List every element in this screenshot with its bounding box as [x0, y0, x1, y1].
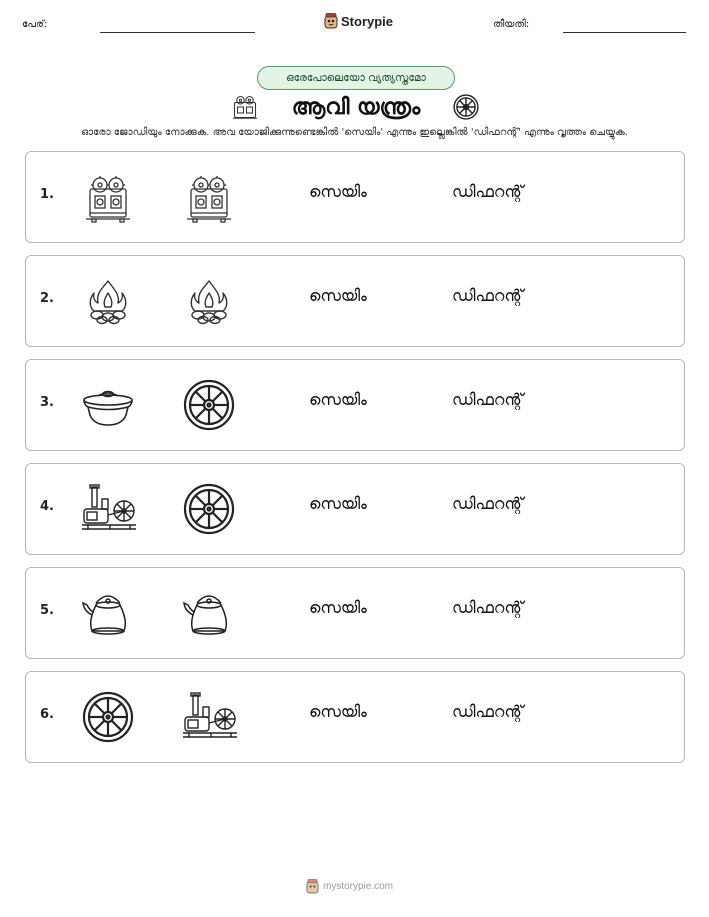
instructions: ഓരോ ജോഡിയും നോക്കുക. അവ യോജിക്കുന്നുണ്ടെങ്കിൽ 'സെയിം' എന്നും ഇല്ലെങ്കിൽ 'ഡിഫറന്റ്' എന്നും വൃത്തം ചെയ്യുക.: [81, 127, 628, 138]
locomotive-icon: [181, 689, 237, 745]
same-option[interactable]: സെയിം: [309, 182, 367, 201]
page-title: ആവി യന്ത്രം: [291, 94, 421, 120]
same-option[interactable]: സെയിം: [309, 598, 367, 617]
wheel-icon: [80, 689, 136, 745]
name-line[interactable]: [100, 32, 255, 33]
different-option[interactable]: ഡിഫറന്റ്: [452, 390, 524, 409]
wheel-icon: [452, 93, 480, 121]
different-option[interactable]: ഡിഫറന്റ്: [452, 702, 524, 721]
question-row: [25, 151, 685, 243]
brand-name: Storypie: [341, 13, 394, 29]
title-row: [230, 90, 480, 124]
question-number: 2.: [40, 291, 54, 306]
steam-engine-icon: [230, 92, 260, 122]
brand-logo: [324, 13, 393, 29]
storypie-mascot-icon: [324, 13, 338, 29]
different-option[interactable]: ഡിഫറന്റ്: [452, 494, 524, 513]
question-number: 1.: [40, 187, 54, 202]
wheel-icon: [181, 377, 237, 433]
wheel-icon: [181, 481, 237, 537]
question-row: [25, 359, 685, 451]
kettle-icon: [181, 585, 237, 641]
question-row: [25, 463, 685, 555]
locomotive-icon: [80, 481, 136, 537]
question-row: [25, 255, 685, 347]
question-number: 3.: [40, 395, 54, 410]
question-number: 4.: [40, 499, 54, 514]
different-option[interactable]: ഡിഫറന്റ്: [452, 286, 524, 305]
steam-engine-icon: [80, 169, 136, 225]
kettle-icon: [80, 585, 136, 641]
same-option[interactable]: സെയിം: [309, 390, 367, 409]
footer: [306, 879, 393, 894]
pot-icon: [80, 377, 136, 433]
same-option[interactable]: സെയിം: [309, 702, 367, 721]
different-option[interactable]: ഡിഫറന്റ്: [452, 182, 524, 201]
date-label: തീയതി:: [493, 19, 530, 30]
worksheet-type-badge: ഒരേപോലെയോ വ്യത്യസ്തമോ: [257, 66, 455, 90]
name-label: പേര്:: [22, 19, 48, 30]
same-option[interactable]: സെയിം: [309, 494, 367, 513]
different-option[interactable]: ഡിഫറന്റ്: [452, 598, 524, 617]
question-number: 6.: [40, 707, 54, 722]
same-option[interactable]: സെയിം: [309, 286, 367, 305]
storypie-mascot-icon: [306, 879, 319, 894]
fire-icon: [80, 273, 136, 329]
question-row: [25, 567, 685, 659]
fire-icon: [181, 273, 237, 329]
steam-engine-icon: [181, 169, 237, 225]
question-row: [25, 671, 685, 763]
question-number: 5.: [40, 603, 54, 618]
date-line[interactable]: [563, 32, 686, 33]
footer-url: mystorypie.com: [323, 881, 394, 892]
